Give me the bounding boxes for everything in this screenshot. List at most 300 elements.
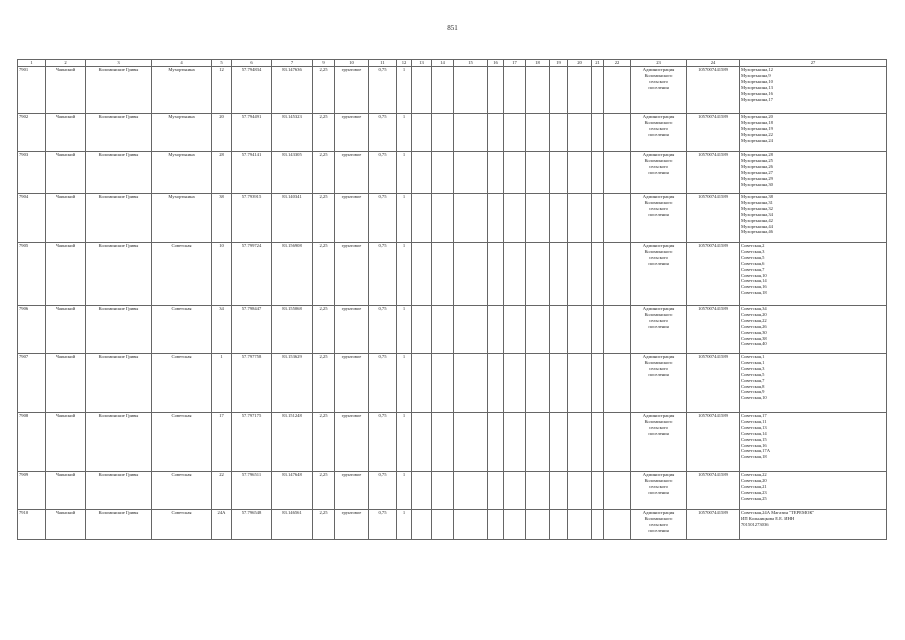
row-number: 7910 [18,510,46,540]
surface-type-cell: грунтовое [335,194,369,243]
served-addresses-cell-line: Советская,5 [741,371,765,377]
container-volume-cell: 0,75 [369,67,397,114]
registry-table [17,59,887,540]
ogrn-cell: 1057007441589 [687,472,740,510]
served-addresses-cell-line: Советская,22 [741,317,767,323]
empty-cell [412,114,432,152]
empty-cell [454,413,488,472]
table-row [18,67,887,114]
empty-cell [432,472,454,510]
empty-cell [592,152,604,194]
owner-cell-line: поселения [648,84,669,90]
served-addresses-cell-line: Советская,6 [741,260,765,266]
served-addresses-cell-line: Мухортькина,24 [741,137,773,143]
served-addresses-cell [740,152,887,194]
column-number: 9 [313,60,335,67]
district-cell: Чаинский [46,354,86,413]
served-addresses-cell-line: Советская,38 [741,335,767,341]
owner-cell-line: сельского [649,163,668,169]
row-number: 7905 [18,243,46,306]
served-addresses-cell-line: Мухортькина,26 [741,163,773,169]
district-cell: Чаинский [46,67,86,114]
served-addresses-cell-line: Мухортькина,20 [741,114,773,119]
settlement-cell: Коломинские Гривы [86,243,152,306]
column-number: 22 [604,60,631,67]
row-number: 7907 [18,354,46,413]
owner-cell-line: Коломинского [644,72,673,78]
container-count-cell: 1 [397,194,412,243]
column-number: 24 [687,60,740,67]
column-number: 27 [740,60,887,67]
empty-cell [488,152,504,194]
area-cell: 2,25 [313,194,335,243]
column-number: 18 [526,60,550,67]
area-cell: 2,25 [313,354,335,413]
served-addresses-cell-line: Советская,25 [741,495,767,501]
served-addresses-cell-line: Советская,2 [741,243,765,248]
owner-cell-line: Коломинского [644,199,673,205]
ogrn-cell: 1057007441589 [687,67,740,114]
surface-type-cell: грунтовое [335,67,369,114]
served-addresses-cell-line: Мухортькина,13 [741,84,773,90]
district-cell: Чаинский [46,510,86,540]
owner-cell-line: Коломинского [644,248,673,254]
empty-cell [592,354,604,413]
served-addresses-cell-line: Мухортькина,42 [741,217,773,223]
street-cell: Советская [152,472,212,510]
container-count-cell: 1 [397,413,412,472]
row-number: 7902 [18,114,46,152]
column-number: 16 [488,60,504,67]
area-cell: 2,25 [313,67,335,114]
empty-cell [504,67,526,114]
empty-cell [412,413,432,472]
empty-cell [592,67,604,114]
street-cell: Мухортькина [152,194,212,243]
owner-cell [631,114,687,152]
area-cell: 2,25 [313,306,335,354]
served-addresses-cell-line: Советская,10 [741,272,767,278]
empty-cell [550,114,568,152]
empty-cell [550,243,568,306]
row-number: 7909 [18,472,46,510]
street-cell: Советская [152,354,212,413]
owner-cell-line: сельского [649,521,668,527]
column-number: 14 [432,60,454,67]
owner-cell-line: Администрация [642,306,675,311]
served-addresses-cell-line: Советская,30 [741,329,767,335]
empty-cell [488,243,504,306]
empty-cell [504,152,526,194]
column-number: 23 [631,60,687,67]
row-number: 7901 [18,67,46,114]
empty-cell [504,472,526,510]
container-count-cell: 1 [397,243,412,306]
owner-cell-line: сельского [649,317,668,323]
empty-cell [412,243,432,306]
column-number: 21 [592,60,604,67]
served-addresses-cell [740,354,887,413]
empty-cell [568,67,592,114]
served-addresses-cell-line: Мухортькина,19 [741,125,773,131]
longitude-cell: 83.145323 [272,114,313,152]
table-row [18,114,887,152]
empty-cell [412,306,432,354]
ogrn-cell: 1057007441589 [687,152,740,194]
served-addresses-cell-line: Мухортькина,22 [741,131,773,137]
empty-cell [412,472,432,510]
table-row [18,510,887,540]
street-cell: Мухортькина [152,114,212,152]
empty-cell [504,306,526,354]
container-volume-cell: 0,75 [369,510,397,540]
empty-cell [412,510,432,540]
served-addresses-cell [740,413,887,472]
empty-cell [412,67,432,114]
longitude-cell: 83.156908 [272,243,313,306]
served-addresses-cell-line: Советская,15 [741,436,767,442]
empty-cell [432,510,454,540]
owner-cell [631,306,687,354]
latitude-cell: 57.797175 [232,413,272,472]
empty-cell [454,306,488,354]
empty-cell [488,194,504,243]
empty-cell [504,413,526,472]
served-addresses-cell-line: Советская,3 [741,248,765,254]
empty-cell [604,472,631,510]
ogrn-cell: 1057007441589 [687,243,740,306]
longitude-cell: 83.147648 [272,472,313,510]
ogrn-cell: 1057007441589 [687,114,740,152]
empty-cell [432,413,454,472]
owner-cell [631,354,687,413]
table-row [18,354,887,413]
served-addresses-cell-line: Советская,40 [741,341,767,347]
settlement-cell: Коломинские Гривы [86,114,152,152]
empty-cell [454,243,488,306]
house-number-cell: 22 [212,472,232,510]
served-addresses-cell-line: Советская,1 [741,359,765,365]
latitude-cell: 57.798447 [232,306,272,354]
settlement-cell: Коломинские Гривы [86,306,152,354]
served-addresses-cell-line: Мухортькина,18 [741,119,773,125]
empty-cell [526,306,550,354]
empty-cell [432,114,454,152]
owner-cell-line: Коломинского [644,157,673,163]
empty-cell [488,67,504,114]
empty-cell [526,472,550,510]
served-addresses-cell-line: Советская,18 [741,290,767,296]
owner-cell-line: поселения [648,260,669,266]
owner-cell-line: Администрация [642,67,675,72]
owner-cell-line: Администрация [642,472,675,477]
empty-cell [454,114,488,152]
empty-cell [604,413,631,472]
served-addresses-cell-line: Советская,21 [741,483,767,489]
container-volume-cell: 0,75 [369,413,397,472]
owner-cell [631,413,687,472]
owner-cell-line: поселения [648,323,669,329]
surface-type-cell: грунтовое [335,306,369,354]
owner-cell-line: сельского [649,483,668,489]
empty-cell [568,194,592,243]
owner-cell-line: Коломинского [644,119,673,125]
longitude-cell: 83.151248 [272,413,313,472]
page-number: 851 [447,24,458,32]
empty-cell [488,472,504,510]
owner-cell [631,194,687,243]
served-addresses-cell-line: Советская,20 [741,311,767,317]
longitude-cell: 83.153629 [272,354,313,413]
served-addresses-cell-line: Мухортькина,12 [741,67,773,72]
surface-type-cell: грунтовое [335,413,369,472]
house-number-cell: 24А [212,510,232,540]
empty-cell [412,194,432,243]
empty-cell [432,306,454,354]
empty-cell [604,243,631,306]
served-addresses-cell-line: Советская,5 [741,254,765,260]
ogrn-cell: 1057007441589 [687,510,740,540]
container-count-cell: 1 [397,67,412,114]
surface-type-cell: грунтовое [335,354,369,413]
latitude-cell: 57.794141 [232,152,272,194]
latitude-cell: 57.794491 [232,114,272,152]
owner-cell-line: поселения [648,489,669,495]
column-number: 6 [232,60,272,67]
latitude-cell: 57.797758 [232,354,272,413]
empty-cell [454,67,488,114]
house-number-cell: 34 [212,306,232,354]
latitude-cell: 57.796511 [232,472,272,510]
settlement-cell: Коломинские Гривы [86,510,152,540]
row-number: 7906 [18,306,46,354]
owner-cell-line: поселения [648,371,669,377]
served-addresses-cell-line: Советская,9 [741,389,765,395]
owner-cell [631,152,687,194]
empty-cell [592,472,604,510]
surface-type-cell: грунтовое [335,152,369,194]
district-cell: Чаинский [46,194,86,243]
container-count-cell: 1 [397,472,412,510]
table-row [18,152,887,194]
column-number: 20 [568,60,592,67]
owner-cell-line: сельского [649,205,668,211]
district-cell: Чаинский [46,114,86,152]
district-cell: Чаинский [46,413,86,472]
house-number-cell: 38 [212,194,232,243]
street-cell: Советская [152,510,212,540]
column-number: 3 [86,60,152,67]
container-volume-cell: 0,75 [369,306,397,354]
area-cell: 2,25 [313,472,335,510]
container-count-cell: 1 [397,114,412,152]
owner-cell-line: Администрация [642,510,675,515]
table-row [18,243,887,306]
served-addresses-cell-line: Советская,24А Магазин "ТЕРЕМОК" [741,510,815,515]
empty-cell [526,67,550,114]
house-number-cell: 1 [212,354,232,413]
settlement-cell: Коломинские Гривы [86,472,152,510]
ogrn-cell: 1057007441589 [687,306,740,354]
column-number: 13 [412,60,432,67]
house-number-cell: 28 [212,152,232,194]
owner-cell-line: поселения [648,430,669,436]
column-number: 10 [335,60,369,67]
ogrn-cell: 1057007441589 [687,354,740,413]
table-row [18,194,887,243]
street-cell: Советская [152,243,212,306]
empty-cell [526,114,550,152]
surface-type-cell: грунтовое [335,243,369,306]
empty-cell [550,354,568,413]
column-number: 17 [504,60,526,67]
empty-cell [550,413,568,472]
owner-cell-line: Коломинского [644,477,673,483]
owner-cell-line: Коломинского [644,359,673,365]
column-number: 1 [18,60,46,67]
empty-cell [432,194,454,243]
served-addresses-cell-line: Советская,23 [741,489,767,495]
owner-cell-line: Администрация [642,243,675,248]
empty-cell [504,194,526,243]
served-addresses-cell-line: Советская,11 [741,418,767,424]
served-addresses-cell [740,194,887,243]
container-volume-cell: 0,75 [369,354,397,413]
longitude-cell: 83.143305 [272,152,313,194]
district-cell: Чаинский [46,152,86,194]
column-number: 11 [369,60,397,67]
empty-cell [488,114,504,152]
column-number: 19 [550,60,568,67]
served-addresses-cell-line: Мухортькина,32 [741,205,773,211]
served-addresses-cell-line: Мухортькина,31 [741,199,773,205]
district-cell: Чаинский [46,472,86,510]
empty-cell [550,67,568,114]
empty-cell [568,114,592,152]
served-addresses-cell-line: Мухортькина,34 [741,211,773,217]
served-addresses-cell [740,67,887,114]
empty-cell [504,510,526,540]
owner-cell-line: поселения [648,527,669,533]
settlement-cell: Коломинские Гривы [86,194,152,243]
served-addresses-cell-line: Советская,18 [741,454,767,460]
served-addresses-cell-line: Советская,3 [741,365,765,371]
empty-cell [432,243,454,306]
latitude-cell: 57.796548 [232,510,272,540]
empty-cell [488,354,504,413]
empty-cell [604,194,631,243]
owner-cell-line: Коломинского [644,418,673,424]
empty-cell [488,510,504,540]
served-addresses-cell-line: Мухортькина,10 [741,78,773,84]
district-cell: Чаинский [46,306,86,354]
owner-cell [631,243,687,306]
empty-cell [592,510,604,540]
house-number-cell: 20 [212,114,232,152]
empty-cell [550,472,568,510]
empty-cell [604,152,631,194]
owner-cell-line: сельского [649,125,668,131]
empty-cell [526,413,550,472]
house-number-cell: 12 [212,67,232,114]
empty-cell [504,243,526,306]
empty-cell [604,306,631,354]
column-number: 12 [397,60,412,67]
served-addresses-cell-line: Мухортькина,28 [741,152,773,157]
empty-cell [504,354,526,413]
empty-cell [604,354,631,413]
empty-cell [488,413,504,472]
served-addresses-cell [740,472,887,510]
served-addresses-cell-line: Мухортькина,9 [741,72,771,78]
served-addresses-cell-line: Мухортькина,17 [741,96,773,102]
empty-cell [568,510,592,540]
empty-cell [568,152,592,194]
longitude-cell: 83.155068 [272,306,313,354]
surface-type-cell: грунтовое [335,510,369,540]
served-addresses-cell-line: Советская,20 [741,477,767,483]
column-number-row [18,60,887,67]
served-addresses-cell [740,243,887,306]
empty-cell [454,152,488,194]
empty-cell [526,194,550,243]
column-number: 7 [272,60,313,67]
served-addresses-cell-line: Советская,22 [741,472,767,477]
longitude-cell: 83.147636 [272,67,313,114]
container-count-cell: 1 [397,306,412,354]
served-addresses-cell-line: Мухортькина,44 [741,223,773,229]
empty-cell [454,194,488,243]
served-addresses-cell [740,510,887,540]
house-number-cell: 17 [212,413,232,472]
served-addresses-cell-line: Советская,10 [741,395,767,401]
column-number: 4 [152,60,212,67]
owner-cell [631,510,687,540]
owner-cell-line: Администрация [642,354,675,359]
area-cell: 2,25 [313,114,335,152]
table-row [18,472,887,510]
served-addresses-cell-line: Мухортькина,30 [741,181,773,187]
container-volume-cell: 0,75 [369,152,397,194]
empty-cell [526,152,550,194]
district-cell: Чаинский [46,243,86,306]
empty-cell [526,243,550,306]
column-number: 2 [46,60,86,67]
served-addresses-cell-line: Советская,34 [741,306,767,311]
latitude-cell: 57.793915 [232,194,272,243]
surface-type-cell: грунтовое [335,114,369,152]
empty-cell [568,243,592,306]
container-count-cell: 1 [397,354,412,413]
container-count-cell: 1 [397,152,412,194]
served-addresses-cell-line: Советская,1 [741,354,765,359]
owner-cell-line: сельского [649,424,668,430]
empty-cell [432,67,454,114]
container-volume-cell: 0,75 [369,472,397,510]
served-addresses-cell-line: Советская,14 [741,278,767,284]
owner-cell-line: поселения [648,211,669,217]
latitude-cell: 57.794834 [232,67,272,114]
latitude-cell: 57.799724 [232,243,272,306]
owner-cell-line: поселения [648,169,669,175]
empty-cell [526,354,550,413]
empty-cell [550,194,568,243]
served-addresses-cell-line: Советская,16 [741,442,767,448]
empty-cell [592,413,604,472]
served-addresses-cell-line: Советская,16 [741,284,767,290]
owner-cell [631,67,687,114]
owner-cell-line: сельского [649,78,668,84]
